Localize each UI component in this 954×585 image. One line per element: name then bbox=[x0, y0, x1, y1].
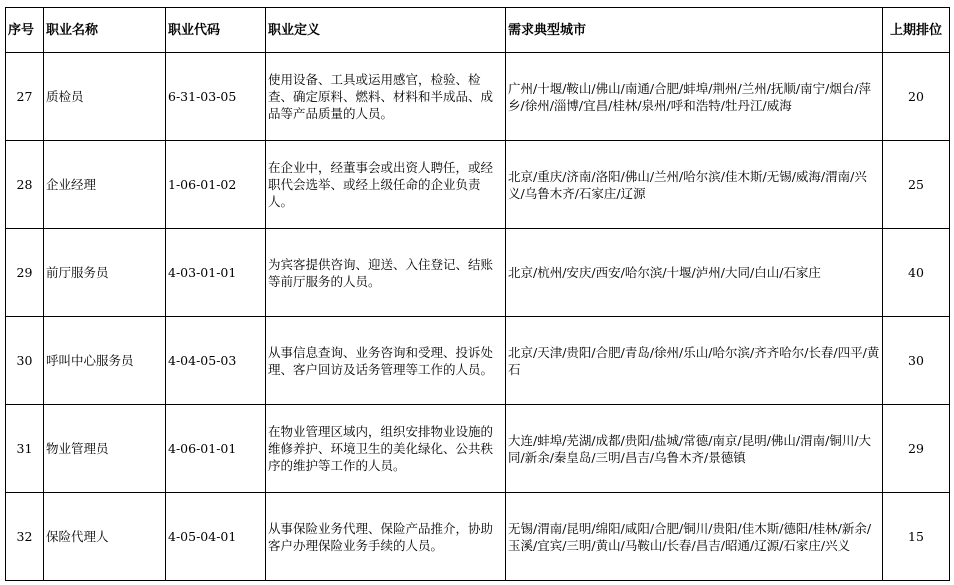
cell-cities: 北京/杭州/安庆/西安/哈尔滨/十堰/泸州/大同/白山/石家庄 bbox=[506, 229, 883, 317]
table-row bbox=[6, 53, 950, 141]
cell-seq: 31 bbox=[6, 405, 44, 493]
cell-last-rank: 40 bbox=[883, 229, 950, 317]
cell-code: 4-03-01-01 bbox=[166, 229, 266, 317]
table-row bbox=[6, 141, 950, 229]
cell-last-rank: 30 bbox=[883, 317, 950, 405]
cell-cities: 北京/天津/贵阳/合肥/青岛/徐州/乐山/哈尔滨/齐齐哈尔/长春/四平/黄石 bbox=[506, 317, 883, 405]
cell-code: 4-05-04-01 bbox=[166, 493, 266, 581]
cell-name: 前厅服务员 bbox=[44, 229, 166, 317]
cell-name: 质检员 bbox=[44, 53, 166, 141]
table-body bbox=[6, 53, 950, 581]
header-code: 职业代码 bbox=[166, 8, 266, 53]
header-definition: 职业定义 bbox=[266, 8, 506, 53]
cell-definition: 从事信息查询、业务咨询和受理、投诉处理、客户回访及话务管理等工作的人员。 bbox=[266, 317, 506, 405]
header-last-rank: 上期排位 bbox=[883, 8, 950, 53]
cell-definition: 使用设备、工具或运用感官，检验、检查、确定原料、燃料、材料和半成品、成品等产品质量的人员。 bbox=[266, 53, 506, 141]
cell-seq: 29 bbox=[6, 229, 44, 317]
cell-code: 6-31-03-05 bbox=[166, 53, 266, 141]
table-row bbox=[6, 405, 950, 493]
cell-last-rank: 20 bbox=[883, 53, 950, 141]
cell-code: 1-06-01-02 bbox=[166, 141, 266, 229]
cell-seq: 32 bbox=[6, 493, 44, 581]
cell-name: 物业管理员 bbox=[44, 405, 166, 493]
cell-seq: 27 bbox=[6, 53, 44, 141]
cell-code: 4-04-05-03 bbox=[166, 317, 266, 405]
cell-last-rank: 25 bbox=[883, 141, 950, 229]
cell-seq: 28 bbox=[6, 141, 44, 229]
cell-code: 4-06-01-01 bbox=[166, 405, 266, 493]
cell-seq: 30 bbox=[6, 317, 44, 405]
cell-cities: 无锡/渭南/昆明/绵阳/咸阳/合肥/铜川/贵阳/佳木斯/德阳/桂林/新余/玉溪/宜宾/三明/黄山/马鞍山/长春/昌吉/昭通/辽源/石家庄/兴义 bbox=[506, 493, 883, 581]
cell-definition: 在企业中，经董事会或出资人聘任，或经职代会选举、或经上级任命的企业负责人。 bbox=[266, 141, 506, 229]
cell-name: 保险代理人 bbox=[44, 493, 166, 581]
header-name: 职业名称 bbox=[44, 8, 166, 53]
cell-name: 企业经理 bbox=[44, 141, 166, 229]
header-row bbox=[6, 8, 950, 53]
cell-last-rank: 15 bbox=[883, 493, 950, 581]
header-seq: 序号 bbox=[6, 8, 44, 53]
table-row bbox=[6, 493, 950, 581]
cell-last-rank: 29 bbox=[883, 405, 950, 493]
table-header bbox=[6, 8, 950, 53]
cell-cities: 广州/十堰/鞍山/佛山/南通/合肥/蚌埠/荆州/兰州/抚顺/南宁/烟台/萍乡/徐州/淄博/宜昌/桂林/泉州/呼和浩特/牡丹江/威海 bbox=[506, 53, 883, 141]
header-cities: 需求典型城市 bbox=[506, 8, 883, 53]
cell-definition: 在物业管理区域内，组织安排物业设施的维修养护、环境卫生的美化绿化、公共秩序的维护等工作的人员。 bbox=[266, 405, 506, 493]
cell-name: 呼叫中心服务员 bbox=[44, 317, 166, 405]
occupation-table bbox=[5, 7, 950, 581]
table-row bbox=[6, 317, 950, 405]
table-row bbox=[6, 229, 950, 317]
cell-cities: 大连/蚌埠/芜湖/成都/贵阳/盐城/常德/南京/昆明/佛山/渭南/铜川/大同/新余/秦皇岛/三明/昌吉/乌鲁木齐/景德镇 bbox=[506, 405, 883, 493]
cell-cities: 北京/重庆/济南/洛阳/佛山/兰州/哈尔滨/佳木斯/无锡/威海/渭南/兴义/乌鲁木齐/石家庄/辽源 bbox=[506, 141, 883, 229]
cell-definition: 从事保险业务代理、保险产品推介，协助客户办理保险业务手续的人员。 bbox=[266, 493, 506, 581]
cell-definition: 为宾客提供咨询、迎送、入住登记、结账等前厅服务的人员。 bbox=[266, 229, 506, 317]
